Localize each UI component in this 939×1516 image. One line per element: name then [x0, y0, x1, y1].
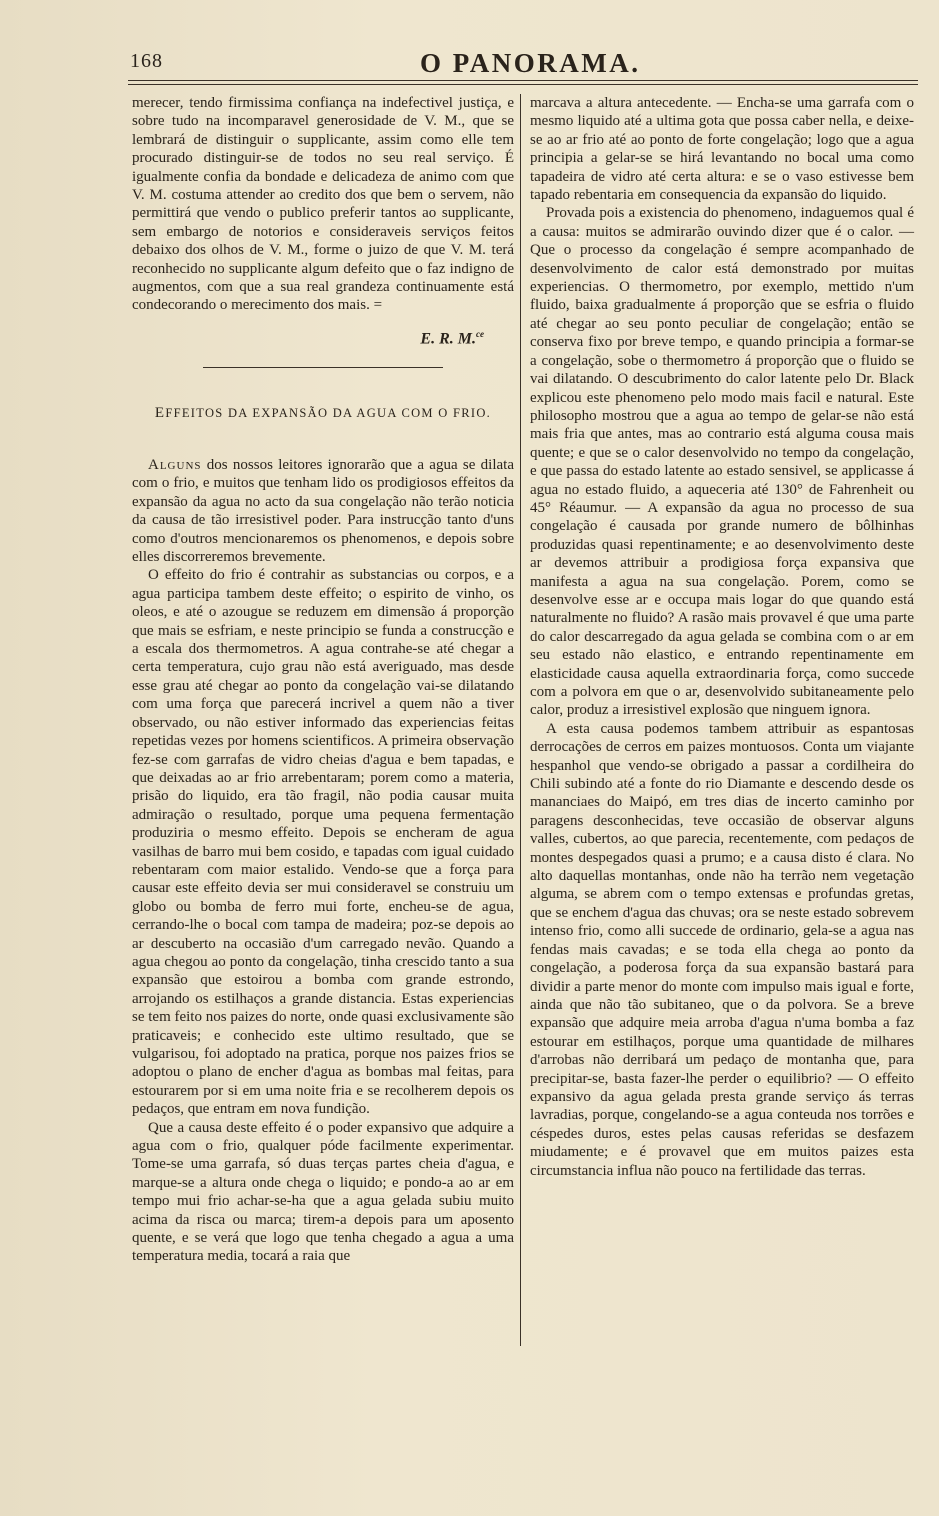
- article-heading-initial: E: [154, 404, 166, 421]
- intro-lead-word: Alguns: [148, 457, 202, 474]
- signature-text: E. R. M.: [420, 330, 476, 348]
- right-column: [530, 94, 914, 1180]
- signature-superscript: ce: [476, 328, 484, 339]
- article-paragraph-mountains: A esta causa podemos tambem attribuir as espantosas derrocações de cerros em paizes montuosos. Conta um viajante hespanhol que vendo-se obrigado a passar a cordilheira do Chili subindo até a fonte do rio Diamante e descendo desde os mananciaes do Maipó, em tres dias de incerto caminho por paragens desconhecidas, teve occasião de observar alguns valles, cubertos, ao que parecia, recentemente, com pedaços de montes despegados quasi a prumo; e a causa disto é clara. No alto daquellas montanhas, onde não ha terrão nem vegetação alguma, se abrem com o tempo extensas e profundas gretas, que se enchem d'agua das chuvas; ora se neste estado sobrevem intenso frio, como alli succede de ordinario, gela-se a agua nas fendas mais cavadas; e se toda ella chega ao ponto da congelação, a poderosa força da sua expansão bastará para dividir a parte menor do monte com impulso mais igual e forte, ainda que não tão subitaneo, que o da polvora. Se a breve expansão que adquire meia arroba d'agua n'uma bomba a faz estourar em estilhaços, porque uma quantidade de milhares d'arrobas não derribará um pedaço de montanha que, para precipitar-se, basta fazer-lhe perder o equilibrio? — O effeito expansivo da agua gelada presta grande serviço ás terras lavradias, porque, congelando-se a agua conteuda nos torrões e céspedes duros, estes pelas causas referidas se desfazem miudamente; e é provavel que em muitos paizes esta circumstancia influa não pouco na fertilidade das terras.: [530, 720, 914, 1179]
- page-number: 168: [130, 50, 163, 72]
- masthead-title: O PANORAMA.: [420, 48, 641, 78]
- article-heading: [132, 404, 514, 422]
- article-paragraph-continued: marcava a altura antecedente. — Encha-se uma garrafa com o mesmo liquido até a ultima gota que possa caber nella, e deixe-se ao ar frio até ao ponto de forte congelação; logo que a agua principia a gelar-se se hirá levantando no bocal uma como tapadeira de vidro até certa altura: e se o vaso estivesse bem tapado rebentaria em consequencia da expansão do liquido.: [530, 95, 914, 204]
- article-paragraph-experiments: O effeito do frio é contrahir as substancias ou corpos, e a agua participa tambem deste effeito; o espirito de vinho, os oleos, e até o azougue se reduzem em dimensão á proporção que mais se esfriam, e neste principio se funda a construcção e a escala dos thermometros. A agua contrahe-se até chegar a certa temperatura, cujo grau não está averiguado, mas desde esse grau até chegar ao ponto da congelação vai-se dilatando com uma força que parecerá incrivel a quem não a tiver observado, ou não estiver informado das experiencias feitas repetidas vezes por homens scientificos. A primeira observação fez-se com garrafas de vidro cheias d'agua e bem tapadas, e que deixadas ao ar frio arrebentaram; porem como a materia, prisão do liquido, era tão fragil, não podia causar muita admiração o resultado, porque uma pequena fermentação produziria o mesmo effeito. Depois se encheram de agua vasilhas de barro mui bem cosido, e tapadas com igual cuidado rebentaram com maior estalido. Vendo-se que a força para causar este effeito devia ser mui consideravel se construiu um globo ou bomba de ferro mui forte, encheu-se de agua, cerrando-lhe o bocal com tampa de madeira; poz-se depois ao ar descuberto na occasião d'um carregado nevão. Quando a agua chegou ao ponto da congelação, tinha crescido tanto a sua expansão que estoirou a bomba com grande estrondo, arrojando os estilhaços a grande distancia. Estas experiencias se tem feito nos paizes do norte, onde quasi exclusivamente são praticaveis; e conhecido este ultimo resultado, que se vulgarisou, foi adoptado na pratica, porque nos paizes frios se adoptou o plano de encher d'agua as bombas mal feitas, para estourarem por si em uma noite fria e se recolherem depois os pedaços, que entram em nova fundição.: [132, 567, 514, 1118]
- article-paragraph-bottle-test: Que a causa deste effeito é o poder expansivo que adquire a agua com o frio, qualquer póde facilmente experimentar. Tome-se uma garrafa, só duas terças partes cheia d'agua, e marque-se a altura onde chega o liquido; e pondo-a ao ar em tempo mui frio achar-se-ha que a agua gelada subiu muito acima da risca ou marca; tirem-a depois para um aposento quente, e se verá que logo que tenha chegado a agua a uma temperatura media, tocará a raia que: [132, 1119, 514, 1265]
- section-divider: [203, 367, 443, 368]
- petition-conclusion-paragraph: merecer, tendo firmissima confiança na indefectivel justiça, e sobre tudo na incomparavel generosidade de V. M., que se lembrará de distinguir o supplicante, assim como elle tem procurado distinguir-se de todos no seu real serviço. É igualmente confia da bondade e delicadeza de animo com que V. M. costuma attender ao credito dos que bem o servem, não permittirá que vendo o publico preferir tantos ao supplicante, sem embargo de notorios e consideraveis serviços feitos debaixo dos olhos de V. M., forme o juizo de que V. M. terá reconhecido no supplicante algum defeito que o faz indigno de augmentos, com que a sua real grandeza continuamente está condecorando o merecimento dos mais. =: [132, 95, 514, 314]
- article-heading-text: FFEITOS DA EXPANSÃO DA AGUA COM O FRIO.: [165, 405, 492, 420]
- article-intro-paragraph: [132, 456, 514, 566]
- left-column: [132, 94, 514, 1266]
- header-rule-top: [128, 80, 918, 81]
- article-paragraph-cause: Provada pois a existencia do phenomeno, indaguemos qual é a causa: muitos se admirarão ouvindo dizer que é o calor. — Que o processo da congelação é sempre acompanhado de desenvolvimento de calor está demonstrado por muitas experiencias. O thermometro, por exemplo, mettido n'um fluido, baixa gradualmente á proporção que se esfria o fluido até chegar ao seu ponto peculiar de congelação; então se conserva fixo por breve tempo, e quando principia a formar-se a congelação, sobe o thermometro á proporção que o fluido se vai dilatando. O descubrimento do calor latente pelo Dr. Black explicou este phenomeno pelo modo mais facil e natural. Este philosopho mostrou que a agua ao tempo de gelar-se não está mais fria que antes, mas ao contrario está alguma cousa mais quente; e que se o calor desenvolvido no tempo da congelação, e que passa do estado latente ao estado sensivel, se applicasse á agua no estado fluido, a aqueceria até 130° de Fahrenheit ou 45° Réaumur. — A expansão da agua no processo de sua congelação é causada por grande numero de bôlhinhas produzidas quasi repentinamente; e ao desenvolvimento deste ar devemos attribuir a prodigiosa força expansiva que manifesta a agua na sua congelação. Porem, como se desenvolve esse ar e occupa mais logar do que quando está naturalmente no fluido? A rasão mais provavel é que uma parte do calor descarregado da agua gelada se combina com o ar em seu estado não elastico, e entrando repentinamente em elasticidade causa aquella extraordinaria força, como succede com a polvora em que o ar, desenvolvido subitaneamente pelo calor, produz a irresistivel explosão que ninguem ignora.: [530, 205, 914, 719]
- signature: [132, 325, 484, 349]
- header-rule-bottom: [128, 84, 918, 85]
- intro-body: dos nossos leitores ignorarão que a agua se dilata com o frio, e muitos que tenham lido os prodigiosos effeitos da expansão da agua no acto da sua congelação não terão noticia da causa de tão irresistivel poder. Para instrucção tanto d'uns como d'outros mencionaremos os phenomenos, e depois sobre elles discorreremos brevemente.: [132, 457, 514, 566]
- column-divider: [520, 94, 521, 1346]
